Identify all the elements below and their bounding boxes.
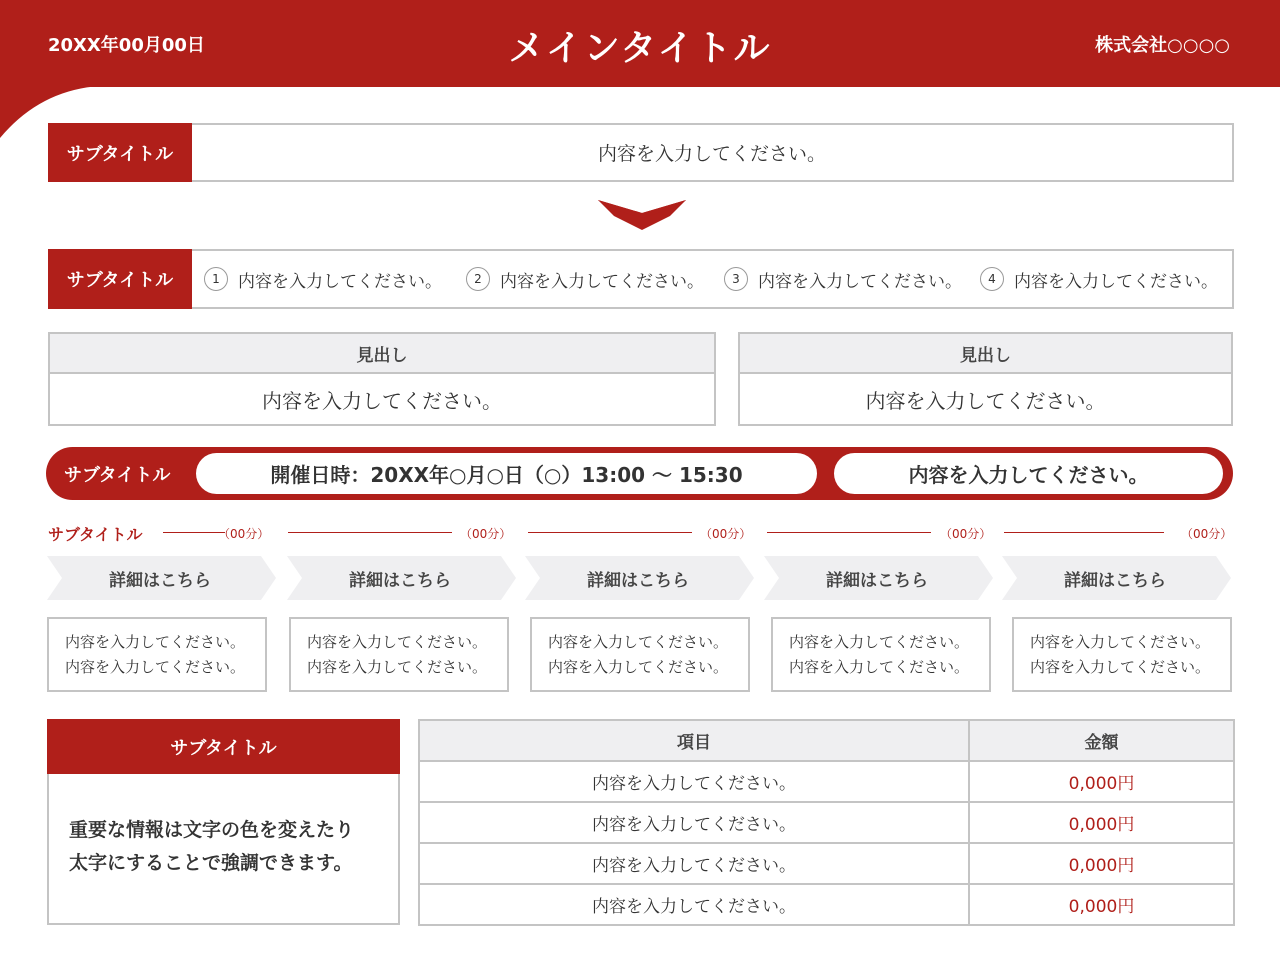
table-row <box>419 802 1234 843</box>
detail-line: 内容を入力してください。 <box>65 632 246 651</box>
detail-line: 内容を入力してください。 <box>1030 632 1211 651</box>
timeline-line <box>528 532 692 533</box>
detail-line: 内容を入力してください。 <box>789 632 970 651</box>
down-arrow-icon <box>598 200 686 230</box>
intro-row-tag: サブタイトル <box>48 123 192 182</box>
chevron-step-title: 詳細はこちら <box>1064 570 1166 591</box>
step-number-badge: 3 <box>724 267 748 291</box>
step-text: 内容を入力してください。 <box>238 271 442 292</box>
heading-box-title: 見出し <box>740 334 1231 374</box>
detail-box <box>1012 617 1232 692</box>
page-title: メインタイトル <box>508 28 772 69</box>
step-item <box>466 251 704 307</box>
timeline-minutes: （00分） <box>1181 527 1233 541</box>
table-header-row <box>419 720 1234 761</box>
event-pill-tag: サブタイトル <box>64 464 171 486</box>
detail-line: 内容を入力してください。 <box>548 657 729 676</box>
step-text: 内容を入力してください。 <box>758 271 962 292</box>
header-date: 20XX年00月00日 <box>48 35 205 56</box>
item-cell: 内容を入力してください。 <box>419 802 969 843</box>
timeline-minutes: （00分） <box>700 527 752 541</box>
item-cell: 内容を入力してください。 <box>419 761 969 802</box>
amount-cell: 0,000円 <box>969 843 1234 884</box>
timeline-line <box>288 532 452 533</box>
step-number-badge: 1 <box>204 267 228 291</box>
column-header-item: 項目 <box>419 720 969 761</box>
column-header-amount: 金額 <box>969 720 1234 761</box>
table-row <box>419 884 1234 925</box>
note-box <box>47 719 400 925</box>
chevron-step-title: 詳細はこちら <box>826 570 928 591</box>
detail-line: 内容を入力してください。 <box>65 657 246 676</box>
intro-row-text: 内容を入力してください。 <box>597 143 826 165</box>
timeline-minutes: （00分） <box>460 527 512 541</box>
table-row <box>419 843 1234 884</box>
event-datetime: 開催日時：20XX年○月○日（○）13:00 ～ 15:30 <box>196 453 817 494</box>
heading-box-title: 見出し <box>50 334 714 374</box>
amount-cell: 0,000円 <box>969 802 1234 843</box>
step-item <box>724 251 962 307</box>
steps-row <box>48 249 1234 309</box>
detail-box <box>289 617 509 692</box>
steps-row-tag: サブタイトル <box>48 249 192 309</box>
item-cell: 内容を入力してください。 <box>419 843 969 884</box>
step-item <box>980 251 1218 307</box>
heading-box-text: 内容を入力してください。 <box>262 388 502 413</box>
intro-row <box>48 123 1234 182</box>
heading-box-text: 内容を入力してください。 <box>865 388 1106 413</box>
timeline-line <box>767 532 931 533</box>
note-box-title: サブタイトル <box>47 719 400 774</box>
detail-box <box>530 617 750 692</box>
timeline-line <box>163 532 225 533</box>
chevron-step-title: 詳細はこちら <box>109 570 211 591</box>
note-line: 太字にすることで強調できます。 <box>69 852 353 874</box>
detail-line: 内容を入力してください。 <box>789 657 970 676</box>
chevron-step-title: 詳細はこちら <box>349 570 451 591</box>
step-text: 内容を入力してください。 <box>500 271 704 292</box>
event-pill-bar <box>46 447 1233 500</box>
table-row <box>419 761 1234 802</box>
step-text: 内容を入力してください。 <box>1014 271 1218 292</box>
detail-box <box>47 617 267 692</box>
detail-line: 内容を入力してください。 <box>307 657 488 676</box>
detail-line: 内容を入力してください。 <box>1030 657 1211 676</box>
heading-box-left <box>48 332 716 426</box>
step-number-badge: 4 <box>980 267 1004 291</box>
note-line: 重要な情報は文字の色を変えたり <box>69 819 355 841</box>
amount-cell: 0,000円 <box>969 761 1234 802</box>
timeline-line <box>1004 532 1164 533</box>
detail-line: 内容を入力してください。 <box>307 632 488 651</box>
price-table <box>418 719 1235 926</box>
company-name: 株式会社○○○○ <box>1095 35 1230 56</box>
timeline-minutes: （00分） <box>940 527 992 541</box>
detail-line: 内容を入力してください。 <box>548 632 729 651</box>
heading-box-right <box>738 332 1233 426</box>
event-pill-text: 内容を入力してください。 <box>834 453 1223 494</box>
timeline-label: サブタイトル <box>48 525 143 544</box>
item-cell: 内容を入力してください。 <box>419 884 969 925</box>
amount-cell: 0,000円 <box>969 884 1234 925</box>
step-item <box>204 251 442 307</box>
timeline-minutes: （00分） <box>218 527 270 541</box>
step-number-badge: 2 <box>466 267 490 291</box>
detail-box <box>771 617 991 692</box>
note-box-text <box>69 814 354 880</box>
header-bar <box>0 0 1280 87</box>
chevron-step-title: 詳細はこちら <box>587 570 689 591</box>
